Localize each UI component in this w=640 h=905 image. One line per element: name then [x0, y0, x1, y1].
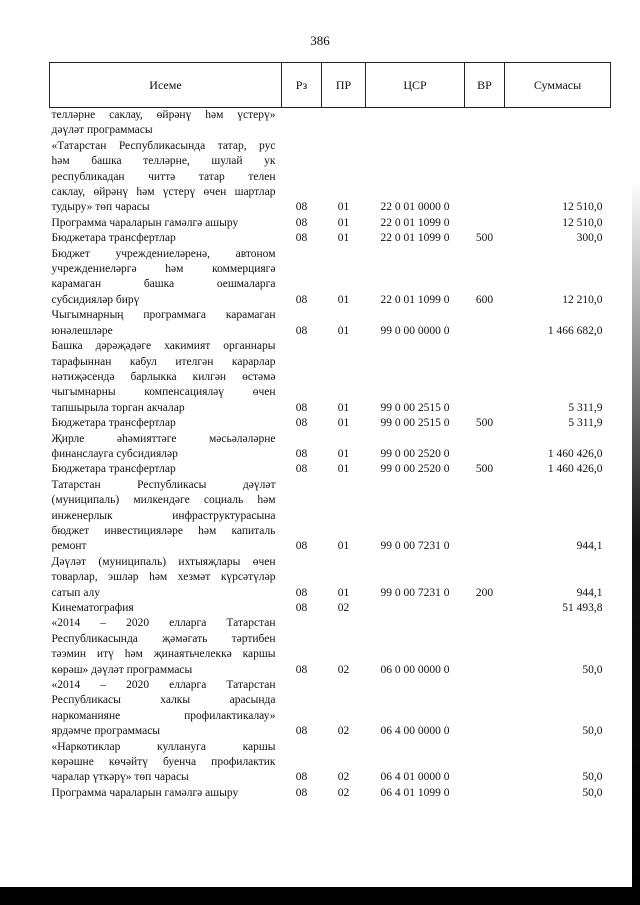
row-name-line: дәүләт программасы — [51, 124, 153, 137]
header-name: Исеме — [50, 63, 282, 108]
row-name-line: чыгымнарны компенсацияләү өчен — [51, 386, 276, 399]
cell-rz: 08 — [295, 786, 308, 799]
cell-csr — [366, 601, 465, 616]
cell-rz: 08 — [295, 771, 308, 784]
cell-sum: 12 210,0 — [562, 293, 603, 306]
cell-csr: 22 0 01 1099 0 — [380, 216, 450, 229]
row-name-line: Татарстан Республикасы дәүләт — [51, 478, 276, 491]
table-row — [50, 616, 611, 678]
cell-pr: 01 — [337, 201, 350, 214]
scan-edge-bottom — [0, 887, 640, 905]
cell-pr: 01 — [337, 463, 350, 476]
cell-sum: 5 311,9 — [568, 417, 603, 430]
cell-rz: 08 — [295, 602, 308, 614]
row-name-line: учреждениеләргә һәм коммерциягә — [51, 263, 276, 276]
cell-sum: 1 466 682,0 — [547, 324, 603, 337]
cell-pr: 02 — [337, 602, 350, 614]
row-name-line: көрәш» дәүләт программасы — [51, 663, 193, 676]
row-name-line: тарафыннан кабул ителгән карарлар — [51, 355, 276, 368]
cell-sum: 1 460 426,0 — [547, 447, 603, 460]
cell-sum — [505, 108, 611, 139]
row-name-line: Программа чараларын гамәлгә ашыру — [51, 216, 239, 229]
cell-pr: 02 — [337, 786, 350, 799]
cell-pr: 01 — [337, 417, 350, 430]
row-name-line: субсидияләр бирү — [51, 293, 140, 306]
cell-csr: 06 0 00 0000 0 — [380, 663, 450, 676]
cell-vr: 500 — [475, 417, 494, 430]
cell-csr: 22 0 01 1099 0 — [380, 232, 450, 245]
row-name — [50, 740, 282, 786]
row-name-line: Башка дәрәҗәдәге хакимият органнары — [51, 340, 276, 353]
row-name-line: Дәүләт (муниципаль) ихтыяҗлары өчен — [51, 555, 276, 568]
row-name-line: тапшырыла торган акчалар — [51, 401, 185, 414]
cell-rz — [282, 108, 322, 139]
cell-vr — [465, 108, 505, 139]
cell-pr: 01 — [337, 293, 350, 306]
table-row — [50, 139, 611, 216]
row-name-line: инженерлык инфраструктурасына — [51, 509, 276, 522]
row-name-line: саклау, өйрәнү һәм үстерү өчен шартлар — [51, 186, 276, 199]
cell-rz: 08 — [295, 540, 308, 553]
row-name — [50, 416, 282, 431]
scan-edge-right — [632, 0, 640, 905]
table-row — [50, 216, 611, 231]
row-name-line: Кинематография — [51, 602, 134, 614]
cell-vr: 200 — [475, 586, 494, 599]
header-pr: ПР — [322, 63, 366, 108]
cell-rz: 08 — [295, 201, 308, 214]
cell-vr — [465, 139, 505, 216]
row-name — [50, 231, 282, 246]
row-name — [50, 139, 282, 216]
table-row — [50, 555, 611, 601]
row-name-line: Бюджетара трансфертлар — [51, 417, 176, 430]
cell-sum: 51 493,8 — [562, 602, 603, 614]
table-row — [50, 247, 611, 309]
cell-vr: 500 — [475, 232, 494, 245]
row-name-line: Бюджетара трансфертлар — [51, 463, 176, 476]
table-body — [50, 108, 611, 802]
row-name-line: Программа чараларын гамәлгә ашыру — [51, 786, 239, 799]
cell-vr — [465, 616, 505, 678]
row-name-line: наркоманияне профилактикалау» — [51, 709, 276, 722]
row-name — [50, 339, 282, 416]
row-name-line: товарлар, эшләр һәм хезмәт күрсәтүләр — [51, 571, 276, 584]
cell-csr: 22 0 01 0000 0 — [380, 201, 450, 214]
cell-csr: 99 0 00 2520 0 — [380, 463, 450, 476]
cell-vr: 600 — [475, 293, 494, 306]
row-name — [50, 616, 282, 678]
cell-csr — [366, 108, 465, 139]
row-name-line: карамаган башка оешмаларга — [51, 278, 276, 291]
row-name-line: чаралар үткәрү» төп чарасы — [51, 771, 189, 784]
cell-csr: 99 0 00 2520 0 — [380, 447, 450, 460]
row-name — [50, 432, 282, 463]
cell-rz: 08 — [295, 586, 308, 599]
table-row — [50, 308, 611, 339]
row-name-line: «2014 – 2020 елларга Татарстан — [51, 679, 276, 692]
cell-vr — [465, 478, 505, 555]
table-row — [50, 108, 611, 139]
row-name-line: нәтиҗәсендә барлыкка килгән өстәмә — [51, 370, 276, 383]
cell-csr: 06 4 00 0000 0 — [380, 725, 450, 738]
cell-pr: 01 — [337, 540, 350, 553]
cell-csr: 99 0 00 2515 0 — [380, 401, 450, 414]
row-name-line: ремонт — [51, 540, 87, 553]
cell-vr — [465, 786, 505, 801]
cell-pr: 01 — [337, 216, 350, 229]
row-name-line: тәэмин итү һәм җинаятьчелеккә каршы — [51, 648, 276, 661]
cell-sum: 50,0 — [582, 663, 603, 676]
table-row — [50, 462, 611, 477]
header-rz: Рз — [282, 63, 322, 108]
cell-pr: 02 — [337, 725, 350, 738]
header-vr: ВР — [465, 63, 505, 108]
cell-pr: 01 — [337, 401, 350, 414]
row-name-line: «Татарстан Республикасында татар, рус — [51, 139, 276, 152]
budget-table — [49, 62, 611, 801]
cell-vr — [465, 308, 505, 339]
cell-vr — [465, 601, 505, 616]
cell-vr — [465, 216, 505, 231]
cell-sum: 944,1 — [576, 540, 603, 553]
cell-sum: 12 510,0 — [562, 201, 603, 214]
cell-rz: 08 — [295, 293, 308, 306]
row-name — [50, 786, 282, 801]
page-number: 386 — [310, 33, 330, 48]
cell-csr: 99 0 00 7231 0 — [380, 540, 450, 553]
row-name-line: телләрне саклау, өйрәнү һәм үстерү» — [51, 109, 276, 121]
row-name — [50, 678, 282, 740]
row-name-line: финанслауга субсидияләр — [51, 447, 178, 460]
row-name-line: тудыру» төп чарасы — [51, 201, 150, 214]
cell-sum: 944,1 — [576, 586, 603, 599]
row-name-line: Республикасы халкы арасында — [51, 694, 276, 707]
cell-rz: 08 — [295, 324, 308, 337]
cell-csr: 99 0 00 0000 0 — [380, 324, 450, 337]
row-name-line: юнәлешләре — [51, 324, 113, 337]
row-name-line: (муниципаль) милкендәге социаль һәм — [51, 494, 276, 507]
cell-csr: 06 4 01 1099 0 — [380, 786, 450, 799]
row-name-line: бюджет инвестицияләре һәм капиталь — [51, 524, 276, 537]
cell-pr: 02 — [337, 771, 350, 784]
cell-rz: 08 — [295, 725, 308, 738]
row-name-line: республикадан читтә татар телен — [51, 170, 276, 183]
cell-rz: 08 — [295, 232, 308, 245]
cell-vr — [465, 339, 505, 416]
row-name — [50, 555, 282, 601]
table-row — [50, 416, 611, 431]
table-row — [50, 432, 611, 463]
cell-rz: 08 — [295, 663, 308, 676]
table-row — [50, 740, 611, 786]
row-name — [50, 108, 282, 139]
cell-csr: 99 0 00 7231 0 — [380, 586, 450, 599]
row-name-line: Җирле әһәмияттәге мәсьәләләрне — [51, 432, 276, 445]
cell-csr: 06 4 01 0000 0 — [380, 771, 450, 784]
row-name-line: Чыгымнарның программага карамаган — [51, 309, 276, 322]
cell-vr — [465, 678, 505, 740]
cell-vr: 500 — [475, 463, 494, 476]
row-name — [50, 462, 282, 477]
table-row — [50, 601, 611, 616]
table-row — [50, 678, 611, 740]
cell-rz: 08 — [295, 447, 308, 460]
cell-pr: 01 — [337, 324, 350, 337]
row-name-line: сатып алу — [51, 586, 101, 599]
table-row — [50, 231, 611, 246]
row-name-line: көрәшне көчәйтү буенча профилактик — [51, 756, 276, 769]
cell-pr: 02 — [337, 663, 350, 676]
cell-rz: 08 — [295, 401, 308, 414]
table-header-row — [50, 63, 611, 108]
cell-sum: 50,0 — [582, 786, 603, 799]
table-row — [50, 339, 611, 416]
row-name-line: һәм башка телләрне, шулай ук — [51, 155, 276, 168]
cell-pr: 01 — [337, 232, 350, 245]
cell-vr — [465, 432, 505, 463]
header-sum: Суммасы — [505, 63, 611, 108]
cell-pr: 01 — [337, 586, 350, 599]
cell-csr: 22 0 01 1099 0 — [380, 293, 450, 306]
row-name-line: Бюджетара трансфертлар — [51, 232, 176, 245]
cell-sum: 50,0 — [582, 771, 603, 784]
row-name — [50, 247, 282, 309]
cell-rz: 08 — [295, 463, 308, 476]
row-name-line: «2014 – 2020 елларга Татарстан — [51, 617, 276, 630]
cell-sum: 12 510,0 — [562, 216, 603, 229]
row-name-line: ярдәмче программасы — [51, 725, 161, 738]
header-csr: ЦСР — [366, 63, 465, 108]
cell-sum: 1 460 426,0 — [547, 463, 603, 476]
table-row — [50, 478, 611, 555]
cell-sum: 5 311,9 — [568, 401, 603, 414]
cell-pr: 01 — [337, 447, 350, 460]
cell-rz: 08 — [295, 417, 308, 430]
cell-sum: 300,0 — [576, 232, 603, 245]
row-name — [50, 308, 282, 339]
row-name — [50, 478, 282, 555]
cell-csr: 99 0 00 2515 0 — [380, 417, 450, 430]
cell-rz: 08 — [295, 216, 308, 229]
row-name-line: Республикасында җәмәгать тәртибен — [51, 632, 276, 645]
cell-vr — [465, 740, 505, 786]
row-name-line: Бюджет учреждениеләренә, автоном — [51, 247, 276, 260]
table-row — [50, 786, 611, 801]
row-name — [50, 216, 282, 231]
row-name-line: «Наркотиклар куллануга каршы — [51, 740, 276, 753]
row-name — [50, 601, 282, 616]
cell-pr — [322, 108, 366, 139]
cell-sum: 50,0 — [582, 725, 603, 738]
